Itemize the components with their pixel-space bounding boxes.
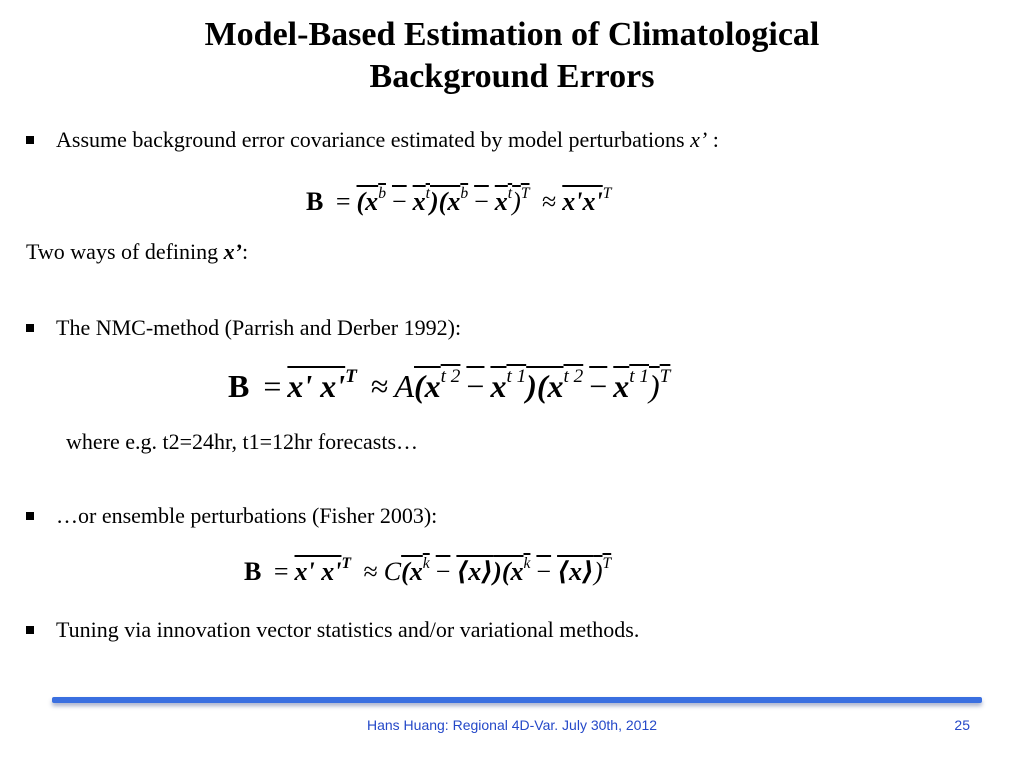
eq2-x2: x	[490, 368, 507, 404]
eq2-sup-t2b: t 2	[563, 366, 584, 388]
eq2-equals: =	[263, 368, 282, 404]
equation-1	[306, 185, 611, 219]
eq1-minus: −	[391, 187, 407, 216]
eq3-xx: x' x'	[294, 557, 342, 586]
slide-title	[0, 14, 1024, 98]
title-line-1: Model-Based Estimation of Climatological	[204, 16, 820, 53]
eq1-mid: )(x	[430, 187, 461, 216]
bullet-4-text: Tuning via innovation vector statistics and/or variational methods.	[56, 617, 640, 642]
bullet-square-icon	[26, 324, 34, 332]
footer-divider	[52, 697, 982, 703]
equation-3	[244, 555, 611, 589]
eq3-sup-k2: k	[523, 555, 531, 573]
eq3-sup-T2: T	[602, 555, 612, 573]
bullet-2-text: The NMC-method (Parrish and Derber 1992):	[56, 315, 462, 340]
equation-2	[228, 366, 670, 406]
eq3-sup-k: k	[422, 555, 430, 573]
eq1-xx: x'x'	[562, 187, 603, 216]
eq2-sup-t1: t 1	[506, 366, 527, 388]
eq2-minus: −	[466, 368, 485, 404]
eq3-equals: =	[273, 557, 289, 586]
eq3-coef: C	[383, 557, 402, 586]
bullet-4	[26, 616, 639, 644]
eq1-sup-b: b	[378, 185, 386, 203]
bullet-3-text: …or ensemble perturbations (Fisher 2003):	[56, 503, 438, 528]
bullet-square-icon	[26, 512, 34, 520]
bullet-1-end: :	[707, 127, 719, 152]
bullet-square-icon	[26, 136, 34, 144]
eq1-sup-T2: T	[602, 185, 612, 203]
bullet-square-icon	[26, 626, 34, 634]
where-line: where e.g. t2=24hr, t1=12hr forecasts…	[66, 429, 418, 454]
eq1-equals: =	[335, 187, 351, 216]
eq1-sup-t2: t	[507, 185, 513, 203]
eq2-sup-T2: T	[659, 366, 671, 388]
bullet-1-variable: x’	[690, 127, 708, 152]
two-ways-line	[26, 238, 248, 266]
eq1-approx: ≈	[542, 187, 557, 216]
eq2-xx: x' x'	[287, 368, 346, 404]
eq2-x3: x	[613, 368, 630, 404]
eq2-close: )	[649, 368, 660, 404]
eq1-sup-T: T	[520, 185, 530, 203]
footer-text: Hans Huang: Regional 4D-Var. July 30th, 2012	[366, 717, 658, 733]
eq3-minus: −	[435, 557, 451, 586]
eq2-sup-t2: t 2	[440, 366, 461, 388]
eq3-minus-2: −	[536, 557, 552, 586]
eq1-lhs: B	[306, 187, 324, 216]
page-number: 25	[954, 717, 970, 733]
bullet-1	[26, 126, 719, 154]
bullet-1-text: Assume background error covariance estimated by model perturbations	[56, 127, 685, 152]
two-ways-text: Two ways of defining	[26, 239, 224, 264]
eq3-sup-T: T	[341, 555, 351, 573]
eq3-approx: ≈	[363, 557, 378, 586]
eq3-lhs: B	[244, 557, 262, 586]
eq2-sup-t1b: t 1	[629, 366, 650, 388]
eq1-xt2: x	[494, 187, 508, 216]
eq1-xt: x	[412, 187, 426, 216]
eq3-mean2: ⟨x⟩	[557, 557, 594, 586]
eq2-sup-T: T	[345, 366, 357, 388]
eq1-close: )	[512, 187, 521, 216]
eq2-minus-2: −	[589, 368, 608, 404]
eq2-mid: )(x	[526, 368, 564, 404]
bullet-3	[26, 502, 437, 530]
eq2-overlined-term	[414, 368, 670, 404]
title-line-2: Background Errors	[369, 58, 655, 95]
eq3-mid: )(x	[493, 557, 524, 586]
eq2-open: (x	[414, 368, 441, 404]
eq3-mean: ⟨x⟩	[456, 557, 494, 586]
bullet-2	[26, 314, 461, 342]
eq3-overlined-term	[401, 557, 611, 586]
eq1-open: (x	[356, 187, 379, 216]
eq1-sup-b2: b	[460, 185, 469, 203]
eq2-lhs: B	[228, 368, 250, 404]
eq1-overlined-term	[357, 187, 530, 216]
eq2-approx: ≈	[370, 368, 389, 404]
eq2-coef: A	[394, 368, 415, 404]
two-ways-variable: x’	[223, 239, 242, 264]
eq1-minus-2: −	[474, 187, 489, 216]
eq3-open: (x	[401, 557, 423, 586]
two-ways-end: :	[241, 239, 249, 264]
eq1-sup-t: t	[425, 185, 430, 203]
eq3-close: )	[593, 557, 603, 586]
